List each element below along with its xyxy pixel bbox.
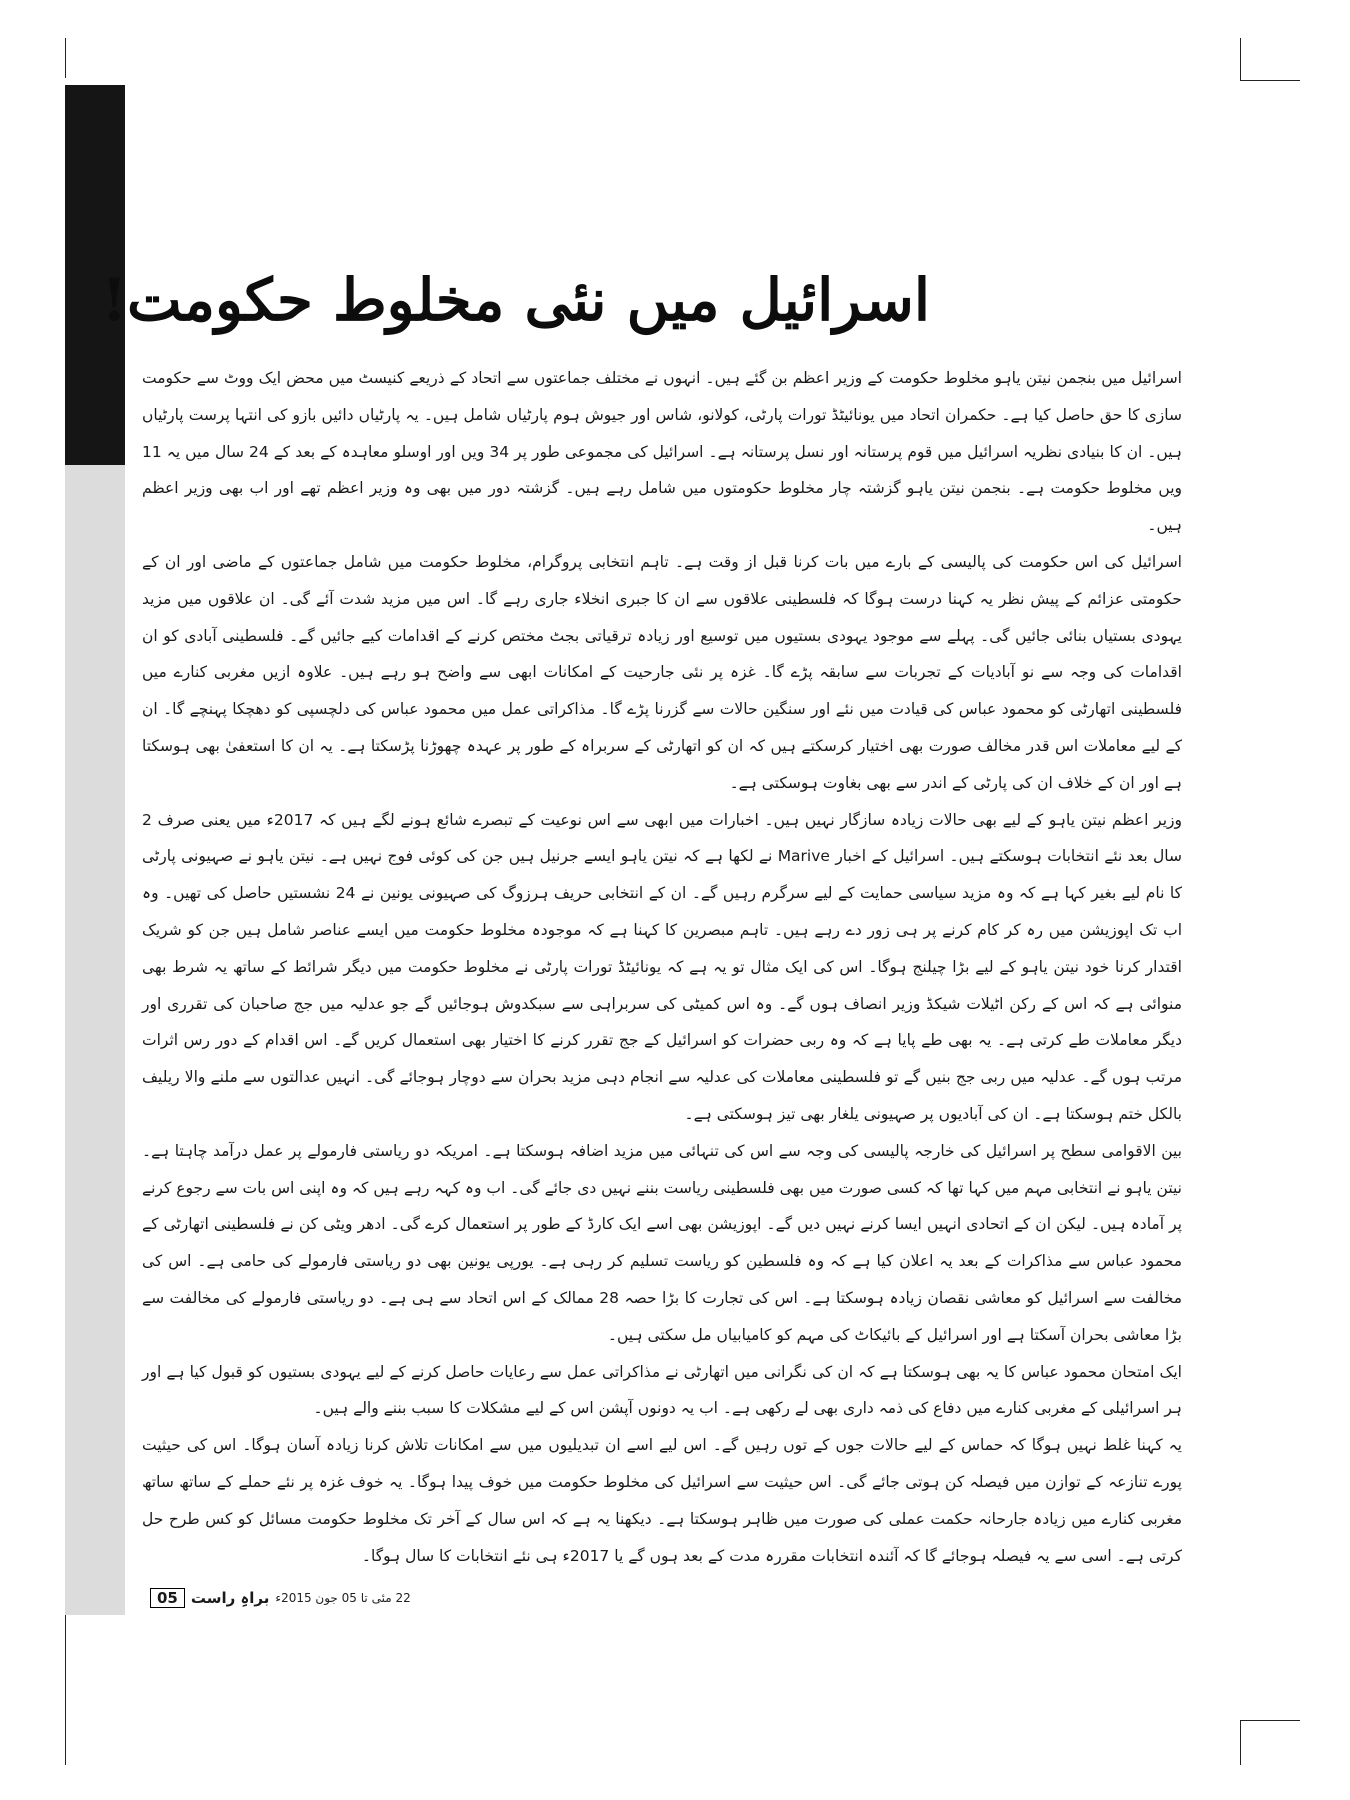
crop-mark [1240, 80, 1300, 81]
page-number: 05 [150, 1588, 185, 1608]
paragraph: بین الاقوامی سطح پر اسرائیل کی خارجہ پالیسی کی وجہ سے اس کی تنہائی میں مزید اضافہ ہوسکتا ہے۔ امریکہ دو ریاستی فارمولے پر عمل درآمد چاہتا ہے۔ نیتن یاہو نے انتخابی مہم میں کہا تھا کہ کسی صورت میں بھی فلسطینی ریاست بننے نہیں دی جائے گی۔ اب وہ کہہ رہے ہیں کہ وہ اپنی اس بات سے رجوع کرنے پر آمادہ ہیں۔ لیکن ان کے اتحادی انہیں ایسا کرنے نہیں دیں گے۔ اپوزیشن بھی اسے ایک کارڈ کے طور پر استعمال کرے گی۔ ادھر ویٹی کن نے فلسطینی اتھارٹی کے محمود عباس سے مذاکرات کے بعد یہ اعلان کیا ہے کہ وہ فلسطین کو ریاست تسلیم کر رہی ہے۔ یورپی یونین بھی دو ریاستی فارمولے کی حامی ہے۔ اس کی مخالفت سے اسرائیل کو معاشی نقصان زیادہ ہوسکتا ہے۔ اس کی تجارت کا بڑا حصہ 28 ممالک کے اس اتحاد سے ہی ہے۔ دو ریاستی فارمولے کی مخالفت سے بڑا معاشی بحران آسکتا ہے اور اسرائیل کے بائیکاٹ کی مہم کو کامیابیاں مل سکتی ہیں۔ [142, 1141, 1183, 1344]
paragraph: یہ کہنا غلط نہیں ہوگا کہ حماس کے لیے حالات جوں کے توں رہیں گے۔ اس لیے اسے ان تبدیلیوں میں سے امکانات تلاش کرنا زیادہ آسان ہوگا۔ اس کی حیثیت پورے تنازعہ کے توازن میں فیصلہ کن ہوتی جائے گی۔ اس حیثیت سے اسرائیل کی مخلوط حکومت میں خوف پیدا ہوگا۔ یہ خوف غزہ پر نئے حملے کے ساتھ ساتھ مغربی کنارے میں زیادہ جارحانہ حکمت عملی کی صورت میں ظاہر ہوسکتا ہے۔ دیکھنا یہ ہے کہ اس سال کے آخر تک مخلوط حکومت مسائل کو کس طرح حل کرتی ہے۔ اسی سے یہ فیصلہ ہوجائے گا کہ آئندہ انتخابات مقررہ مدت کے بعد ہوں گے یا 2017ء ہی نئے انتخابات کا سال ہوگا۔ [142, 1436, 1182, 1565]
crop-mark [1240, 1720, 1300, 1721]
issue-date: 22 مئی تا 05 جون 2015ء [275, 1591, 411, 1605]
publication-name: براہِ راست [190, 1589, 270, 1607]
sidebar-grey-bar [65, 465, 125, 1615]
page-footer [150, 1588, 411, 1608]
crop-mark [65, 1615, 66, 1765]
crop-mark [65, 38, 66, 78]
paragraph: اسرائیل میں بنجمن نیتن یاہو مخلوط حکومت کے وزیر اعظم بن گئے ہیں۔ انہوں نے مختلف جماعتوں سے اتحاد کے ذریعے کنیسٹ میں محض ایک ووٹ سے حکومت سازی کا حق حاصل کیا ہے۔ حکمران اتحاد میں یونائیٹڈ تورات پارٹی، کولانو، شاس اور جیوش ہوم پارٹیاں شامل ہیں۔ یہ پارٹیاں دائیں بازو کی انتہا پرست پارٹیاں ہیں۔ ان کا بنیادی نظریہ اسرائیل میں قوم پرستانہ اور نسل پرستانہ ہے۔ اسرائیل کی مجموعی طور پر 34 ویں اور اوسلو معاہدہ کے بعد کے 24 سال میں یہ 11 ویں مخلوط حکومت ہے۔ بنجمن نیتن یاہو گزشتہ چار مخلوط حکومتوں میں شامل رہے ہیں۔ گزشتہ دور میں بھی وہ وزیر اعظم تھے اور اب بھی وزیر اعظم ہیں۔ [142, 369, 1182, 535]
crop-mark [1240, 1720, 1241, 1765]
article-body [142, 360, 1183, 1565]
paragraph: وزیر اعظم نیتن یاہو کے لیے بھی حالات زیادہ سازگار نہیں ہیں۔ اخبارات میں ابھی سے اس نوعیت کے تبصرے شائع ہونے لگے ہیں کہ 2017ء میں یعنی صرف 2 سال بعد نئے انتخابات ہوسکتے ہیں۔ اسرائیل کے اخبار Marive نے لکھا ہے کہ نیتن یاہو ایسے جرنیل ہیں جن کی کوئی فوج نہیں ہے۔ نیتن یاہو نے صہیونی پارٹی کا نام لیے بغیر کہا ہے کہ وہ مزید سیاسی حمایت کے لیے سرگرم رہیں گے۔ ان کے انتخابی حریف ہرزوگ کی صہیونی یونین نے 24 نشستیں حاصل کی تھیں۔ وہ اب تک اپوزیشن میں رہ کر کام کرنے پر ہی زور دے رہے ہیں۔ تاہم مبصرین کا کہنا ہے کہ موجودہ مخلوط حکومت میں ایسے عناصر شامل ہیں جن کو شریک اقتدار کرنا خود نیتن یاہو کے لیے بڑا چیلنج ہوگا۔ اس کی ایک مثال تو یہ ہے کہ یونائیٹڈ تورات پارٹی نے مخلوط حکومت میں دیگر شرائط کے ساتھ یہ شرط بھی منوائی ہے کہ اس کے رکن اٹیلات شیکڈ وزیر انصاف ہوں گے۔ وہ اس کمیٹی کی سربراہی سے سبکدوش ہوجائیں گے جو عدلیہ میں جج صاحبان کی تقرری اور دیگر معاملات طے کرتی ہے۔ یہ بھی طے پایا ہے کہ وہ ربی حضرات کو اسرائیل کے جج تقرر کرنے کا اختیار بھی استعمال کریں گے۔ اس اقدام کے دور رس اثرات مرتب ہوں گے۔ عدلیہ میں ربی جج بنیں گے تو فلسطینی معاملات کی عدلیہ سے انجام دہی مزید بحران سے دوچار ہوجائے گی۔ انہیں عدالتوں سے ملنے والا ریلیف بالکل ختم ہوسکتا ہے۔ ان کی آبادیوں پر صہیونی یلغار بھی تیز ہوسکتی ہے۔ [142, 810, 1182, 1123]
paragraph: ایک امتحان محمود عباس کا یہ بھی ہوسکتا ہے کہ ان کی نگرانی میں اتھارٹی نے مذاکراتی عمل سے رعایات حاصل کرنے کے لیے یہودی بستیوں کو قبول کیا ہے اور ہر اسرائیلی کے مغربی کنارے میں دفاع کی ذمہ داری بھی لے رکھی ہے۔ اب یہ دونوں آپشن اس کے لیے مشکلات کا سبب بننے والے ہیں۔ [142, 1362, 1182, 1418]
article-title: اسرائیل میں نئی مخلوط حکومت! [101, 266, 930, 334]
crop-mark [1240, 38, 1241, 80]
paragraph: اسرائیل کی اس حکومت کی پالیسی کے بارے میں بات کرنا قبل از وقت ہے۔ تاہم انتخابی پروگرام، مخلوط حکومت میں شامل جماعتوں کے ماضی اور ان کے حکومتی عزائم کے پیش نظر یہ کہنا درست ہوگا کہ فلسطینی علاقوں سے ان کا جبری انخلاء جاری رہے گا۔ اس میں مزید شدت آئے گی۔ ان علاقوں میں مزید یہودی بستیاں بنائی جائیں گی۔ پہلے سے موجود یہودی بستیوں میں توسیع اور زیادہ ترقیاتی بجٹ مختص کرنے کے اقدامات کیے جائیں گے۔ فلسطینی آبادی کو ان اقدامات کی وجہ سے نو آبادیات کے تجربات سے سابقہ پڑے گا۔ غزہ پر نئی جارحیت کے امکانات ابھی سے واضح ہو رہے ہیں۔ علاوہ ازیں مغربی کنارے میں فلسطینی اتھارٹی کو محمود عباس کی قیادت میں نئے اور سنگین حالات سے گزرنا پڑے گا۔ مذاکراتی عمل میں محمود عباس کی دلچسپی کو دھچکا پہنچے گا۔ ان کے لیے معاملات اس قدر مخالف صورت بھی اختیار کرسکتے ہیں کہ ان کو اتھارٹی کے سربراہ کے طور پر عہدہ چھوڑنا پڑسکتا ہے۔ یہ ان کا استعفیٰ بھی ہوسکتا ہے اور ان کے خلاف ان کی پارٹی کے اندر سے بھی بغاوت ہوسکتی ہے۔ [142, 552, 1182, 792]
